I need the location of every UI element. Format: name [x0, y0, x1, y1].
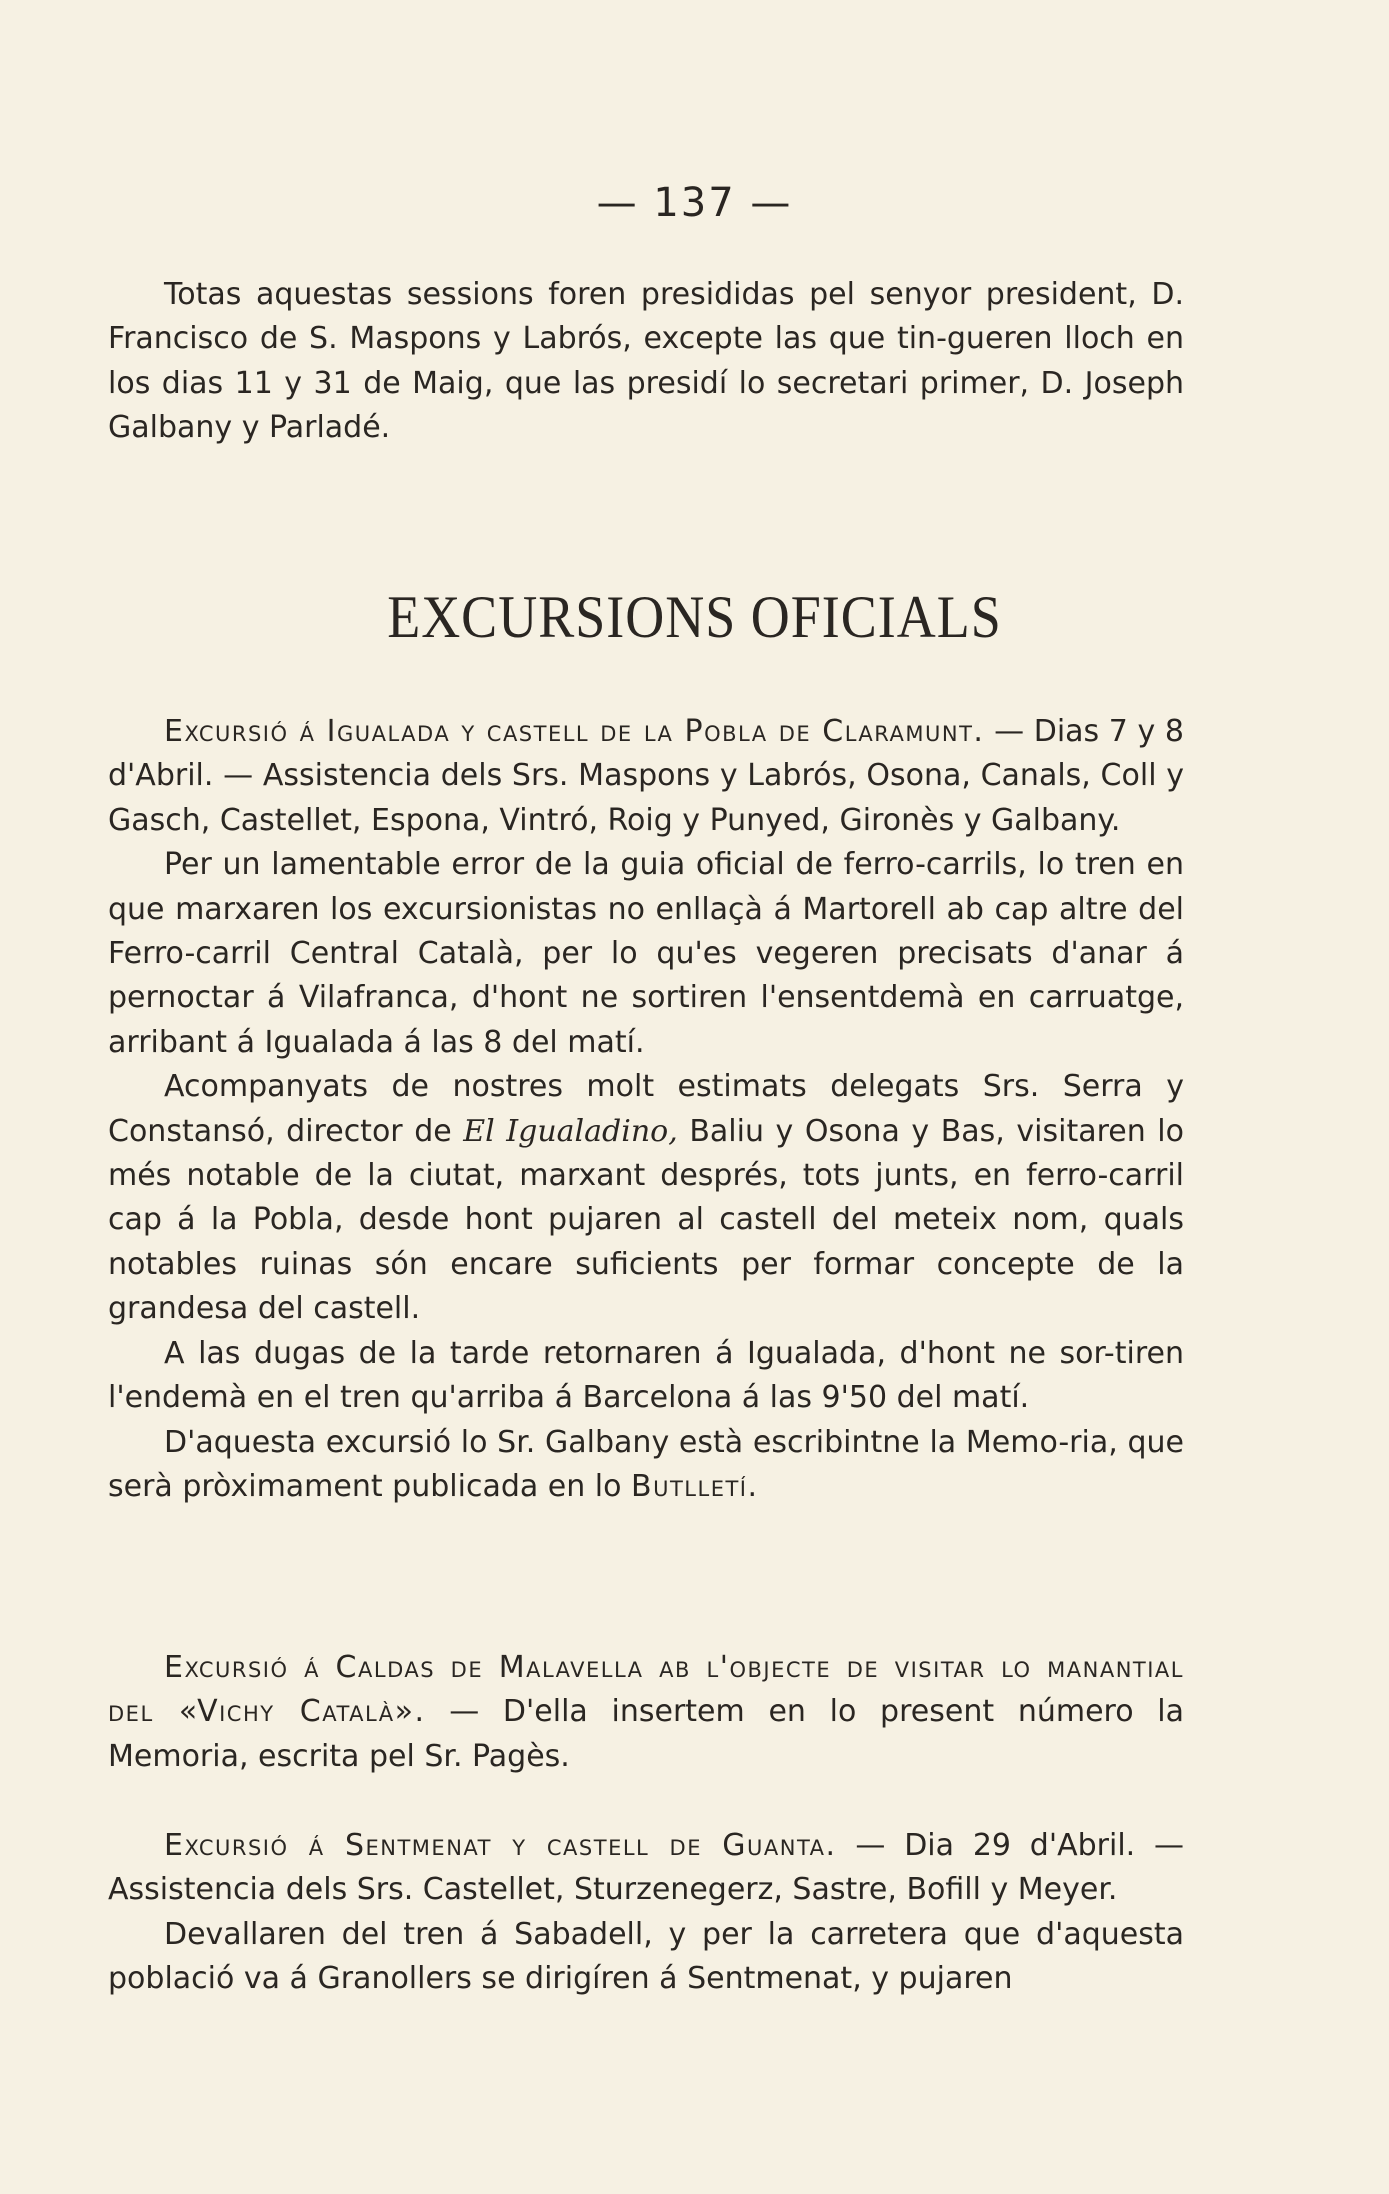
excursion-1-paragraph-2: Per un lamentable error de la guia oficial de ferro-carrils, lo tren en que marxaren los excursionistas no enllaçà á Martorell ab cap altre del Ferro-carril Central Català, per lo qu'es vegeren precisats d'anar á pernoctar á Vilafranca, d'hont ne sortiren l'ensentdemà en carruatge, arribant á Igualada á las 8 del matí.	[108, 847, 1184, 1060]
excursion-3	[108, 1824, 1184, 2002]
intro-text: Totas aquestas sessions foren presididas pel senyor president, D. Francisco de S. Maspons y Labrós, excepte las que tin-gueren lloch en los dias 11 y 31 de Maig, que las presidí lo secretari primer, D. Joseph Galbany y Parladé.	[108, 277, 1184, 446]
excursion-1-p5-start: D'aquesta excursió lo Sr. Galbany està escribintne la Memo-ria, que serà pròximament publicada en lo	[108, 1424, 1184, 1504]
newspaper-title: El Igualadino,	[463, 1113, 678, 1149]
excursion-2-intro	[108, 1646, 1184, 1779]
excursion-3-paragraph-2: Devallaren del tren á Sabadell, y per la carretera que d'aquesta població va á Granollers se dirigíren á Sentmenat, y pujaren	[108, 1916, 1184, 1997]
excursion-1-p3-end: Baliu y Osona y Bas, visitaren lo més notable de la ciutat, marxant després, tots junts, en ferro-carril cap á la Pobla, desde hont pujaren al castell del meteix nom, quals notables ruinas són encare suficients per formar concepte de la grandesa del castell.	[108, 1113, 1184, 1327]
page-number: — 137 —	[596, 180, 793, 226]
excursion-1-details: — Dias 7 y 8 d'Abril. — Assistencia dels Srs. Maspons y Labrós, Osona, Canals, Coll y Gasch, Castellet, Espona, Vintró, Roig y Punyed, Gironès y Galbany.	[108, 714, 1184, 838]
excursion-3-intro	[108, 1824, 1184, 1913]
intro-paragraph	[108, 273, 1184, 451]
excursion-1-paragraph-4: A las dugas de la tarde retornaren á Igualada, d'hont ne sor-tiren l'endemà en el tren qu'arriba á Barcelona á las 9'50 del matí.	[108, 1335, 1184, 1416]
excursion-3-heading: Excursió á Sentmenat y castell de Guanta.	[164, 1828, 837, 1863]
excursion-1-p3-start: Acompanyats de nostres molt estimats delegats Srs. Serra y Constansó, director de	[108, 1069, 1184, 1149]
excursion-1-heading: Excursió á Igualada y castell de la Pobla de Claramunt.	[164, 714, 985, 749]
excursion-1	[108, 710, 1184, 1509]
excursion-2-details: — D'ella insertem en lo present número la Memoria, escrita pel Sr. Pagès.	[108, 1694, 1184, 1774]
excursion-2-heading: Excursió á Caldas de Malavella ab l'objecte de visitar lo manantial del «Vichy Català».	[108, 1650, 1184, 1730]
excursion-1-intro	[108, 710, 1184, 843]
excursion-2	[108, 1646, 1184, 1779]
bulletin-name: Butlletí	[631, 1468, 748, 1504]
excursion-1-paragraph-3	[108, 1065, 1184, 1331]
section-title: EXCURSIONS OFICIALS	[387, 583, 1002, 651]
excursion-3-details: — Dia 29 d'Abril. — Assistencia dels Srs. Castellet, Sturzenegerz, Sastre, Bofill y Meyer.	[108, 1828, 1184, 1908]
excursion-1-p5-end: .	[747, 1468, 758, 1504]
excursion-1-paragraph-5	[108, 1421, 1184, 1510]
